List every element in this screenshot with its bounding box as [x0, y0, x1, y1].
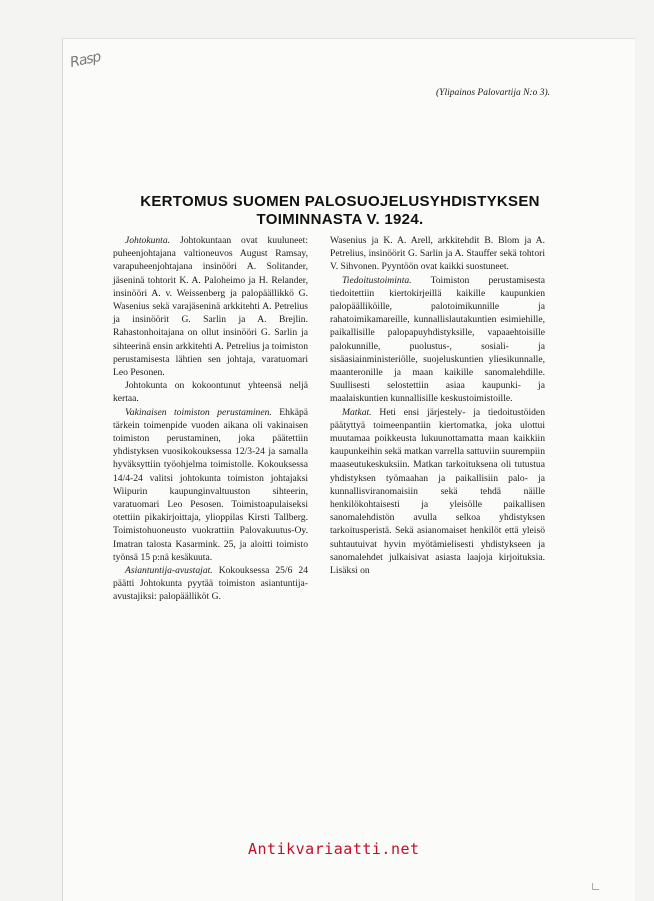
handwritten-mark: Rasp [68, 49, 102, 71]
paragraph-johtokunta [113, 234, 308, 379]
paragraph-text: Ehkäpä tärkein toimenpide vuoden aikana oli vakinaisen toimiston perustaminen, joka päätettiin yhdistyksen vuosikokouksessa 12/3-24 ja samalla hyväksyttiin työohjelma toimistolle. Kokouksessa 14/4-24 valitsi johtokunta toimiston johtajaksi Wiipurin kaupunginvaltuuston sihteerin, varatuomari Leo Pesosen. Toimistoapulaiseksi otettiin pikakirjoittaja, ylioppilas Kirsti Tallberg. Toimistohuoneusto vuokrattiin Palovakuutus-Oy. Imatran talosta Kasarmink. 25, ja aloitti toimisto työnsä 15 p:nä kesäkuuta. [113, 406, 309, 563]
paragraph-tiedoitus [330, 274, 545, 406]
paragraph-text: Toimiston perustamisesta tiedoitettiin kiertokirjeillä kaikille kaupunkien palopäälliköille, palotoimikunnille ja rahatoimikamareille, kunnallislautakuntien esimiehille, paikallisille palopapuyhdistyksille, vapaaehtoisille palokunnille, puolustus-, sosiali- ja sisäasiainministeriölle, suojeluskuntien yliesikunnalle, maanteronille ja maan kaikille sanomalehdille. Suullisesti selostettiin asiaa kaupunki- ja maalaiskuntien kunnallisille keskustoimistoille. [330, 274, 545, 405]
paragraph-text: Wasenius ja K. A. Arell, arkkitehdit B. Blom ja A. Petrelius, insinöörit G. Sarlin ja A. Stauffer sekä tohtori V. Sihvonen. Pyyntöön ovat kaikki suostuneet. [330, 235, 545, 273]
right-column [330, 234, 545, 577]
paragraph-text: Kokouksessa 25/6 24 päätti Johtokunta pyytää toimiston asiantuntija-avustajiksi: palopäälliköt G. [113, 565, 308, 603]
paragraph-text: Heti ensi järjestely- ja tiedoitustöiden päätyttyä toimeenpantiin kiertomatka, joka ulottui muutamaa poikkeusta lukuunottamatta maan kaikkiin kaupunkeihin sekä matkan varrella sattuviin suurempiin maaseutukeskuksiin. Matkan tarkoituksena oli tutustua yhdistyksen työmaahan ja paikallisiin palo- ja kunnallisviranomaisiin sekä tehdä näille henkilökohtaisesti ja yleisölle paikallisen sanomalehdistön avulla selkoa yhdistyksen tarkoitusperistä. Sekä asianomaiset henkilöt että yleisö suhtautuivat hyvin myötämielisesti yhdistykseen ja sanomalehdet julkaisivat asiasta laajoja kirjoituksia. Lisäksi on [330, 406, 546, 577]
paragraph-matkat [330, 406, 545, 578]
scan-corner-mark [592, 883, 599, 890]
paragraph-continuation [330, 234, 545, 274]
paragraph-toimisto [113, 406, 308, 564]
paragraph-text: Johtokunta on kokoontunut yhteensä neljä kertaa. [113, 380, 308, 405]
paragraph-asiantuntijat [113, 564, 308, 604]
title-line-2: TOIMINNASTA V. 1924. [256, 211, 424, 228]
paragraph-heading: Johtokunta. [125, 235, 171, 246]
paragraph-heading: Asiantuntija-avustajat. [125, 565, 213, 577]
reprint-note: (Ylipainos Palovartija N:o 3). [436, 88, 550, 98]
paragraph-heading: Tiedoitustoiminta. [342, 274, 412, 286]
paragraph-heading: Matkat. [342, 406, 372, 418]
paragraph-heading: Vakinaisen toimiston perustaminen. [125, 406, 272, 418]
paragraph-kokoontunut [113, 379, 308, 405]
document-title [70, 193, 610, 229]
left-column [113, 234, 308, 604]
paragraph-text: Johtokuntaan ovat kuuluneet: puheenjohtajana valtioneuvos August Ramsay, varapuheenjohtajana insinööri A. Solitander, jäseninä tohtorit K. A. Paloheimo ja H. Relander, insinööri A. v. Weissenberg ja palopäällikkö G. Wasenius sekä varajäseninä arkkitehti A. Petrelius ja insinöörit G. Sarlin ja A. Brejlin. Rahastonhoitajana on ollut insinööri G. Sarlin ja sihteerinä ensin arkkitehti A. Petrelius ja toimiston perustamisesta lähtien sen johtaja, varatuomari Leo Pesonen. [113, 235, 308, 379]
watermark-link[interactable]: Antikvariaatti.net [248, 840, 420, 858]
title-line-1: KERTOMUS SUOMEN PALOSUOJELUSYHDISTYKSEN [140, 193, 540, 210]
